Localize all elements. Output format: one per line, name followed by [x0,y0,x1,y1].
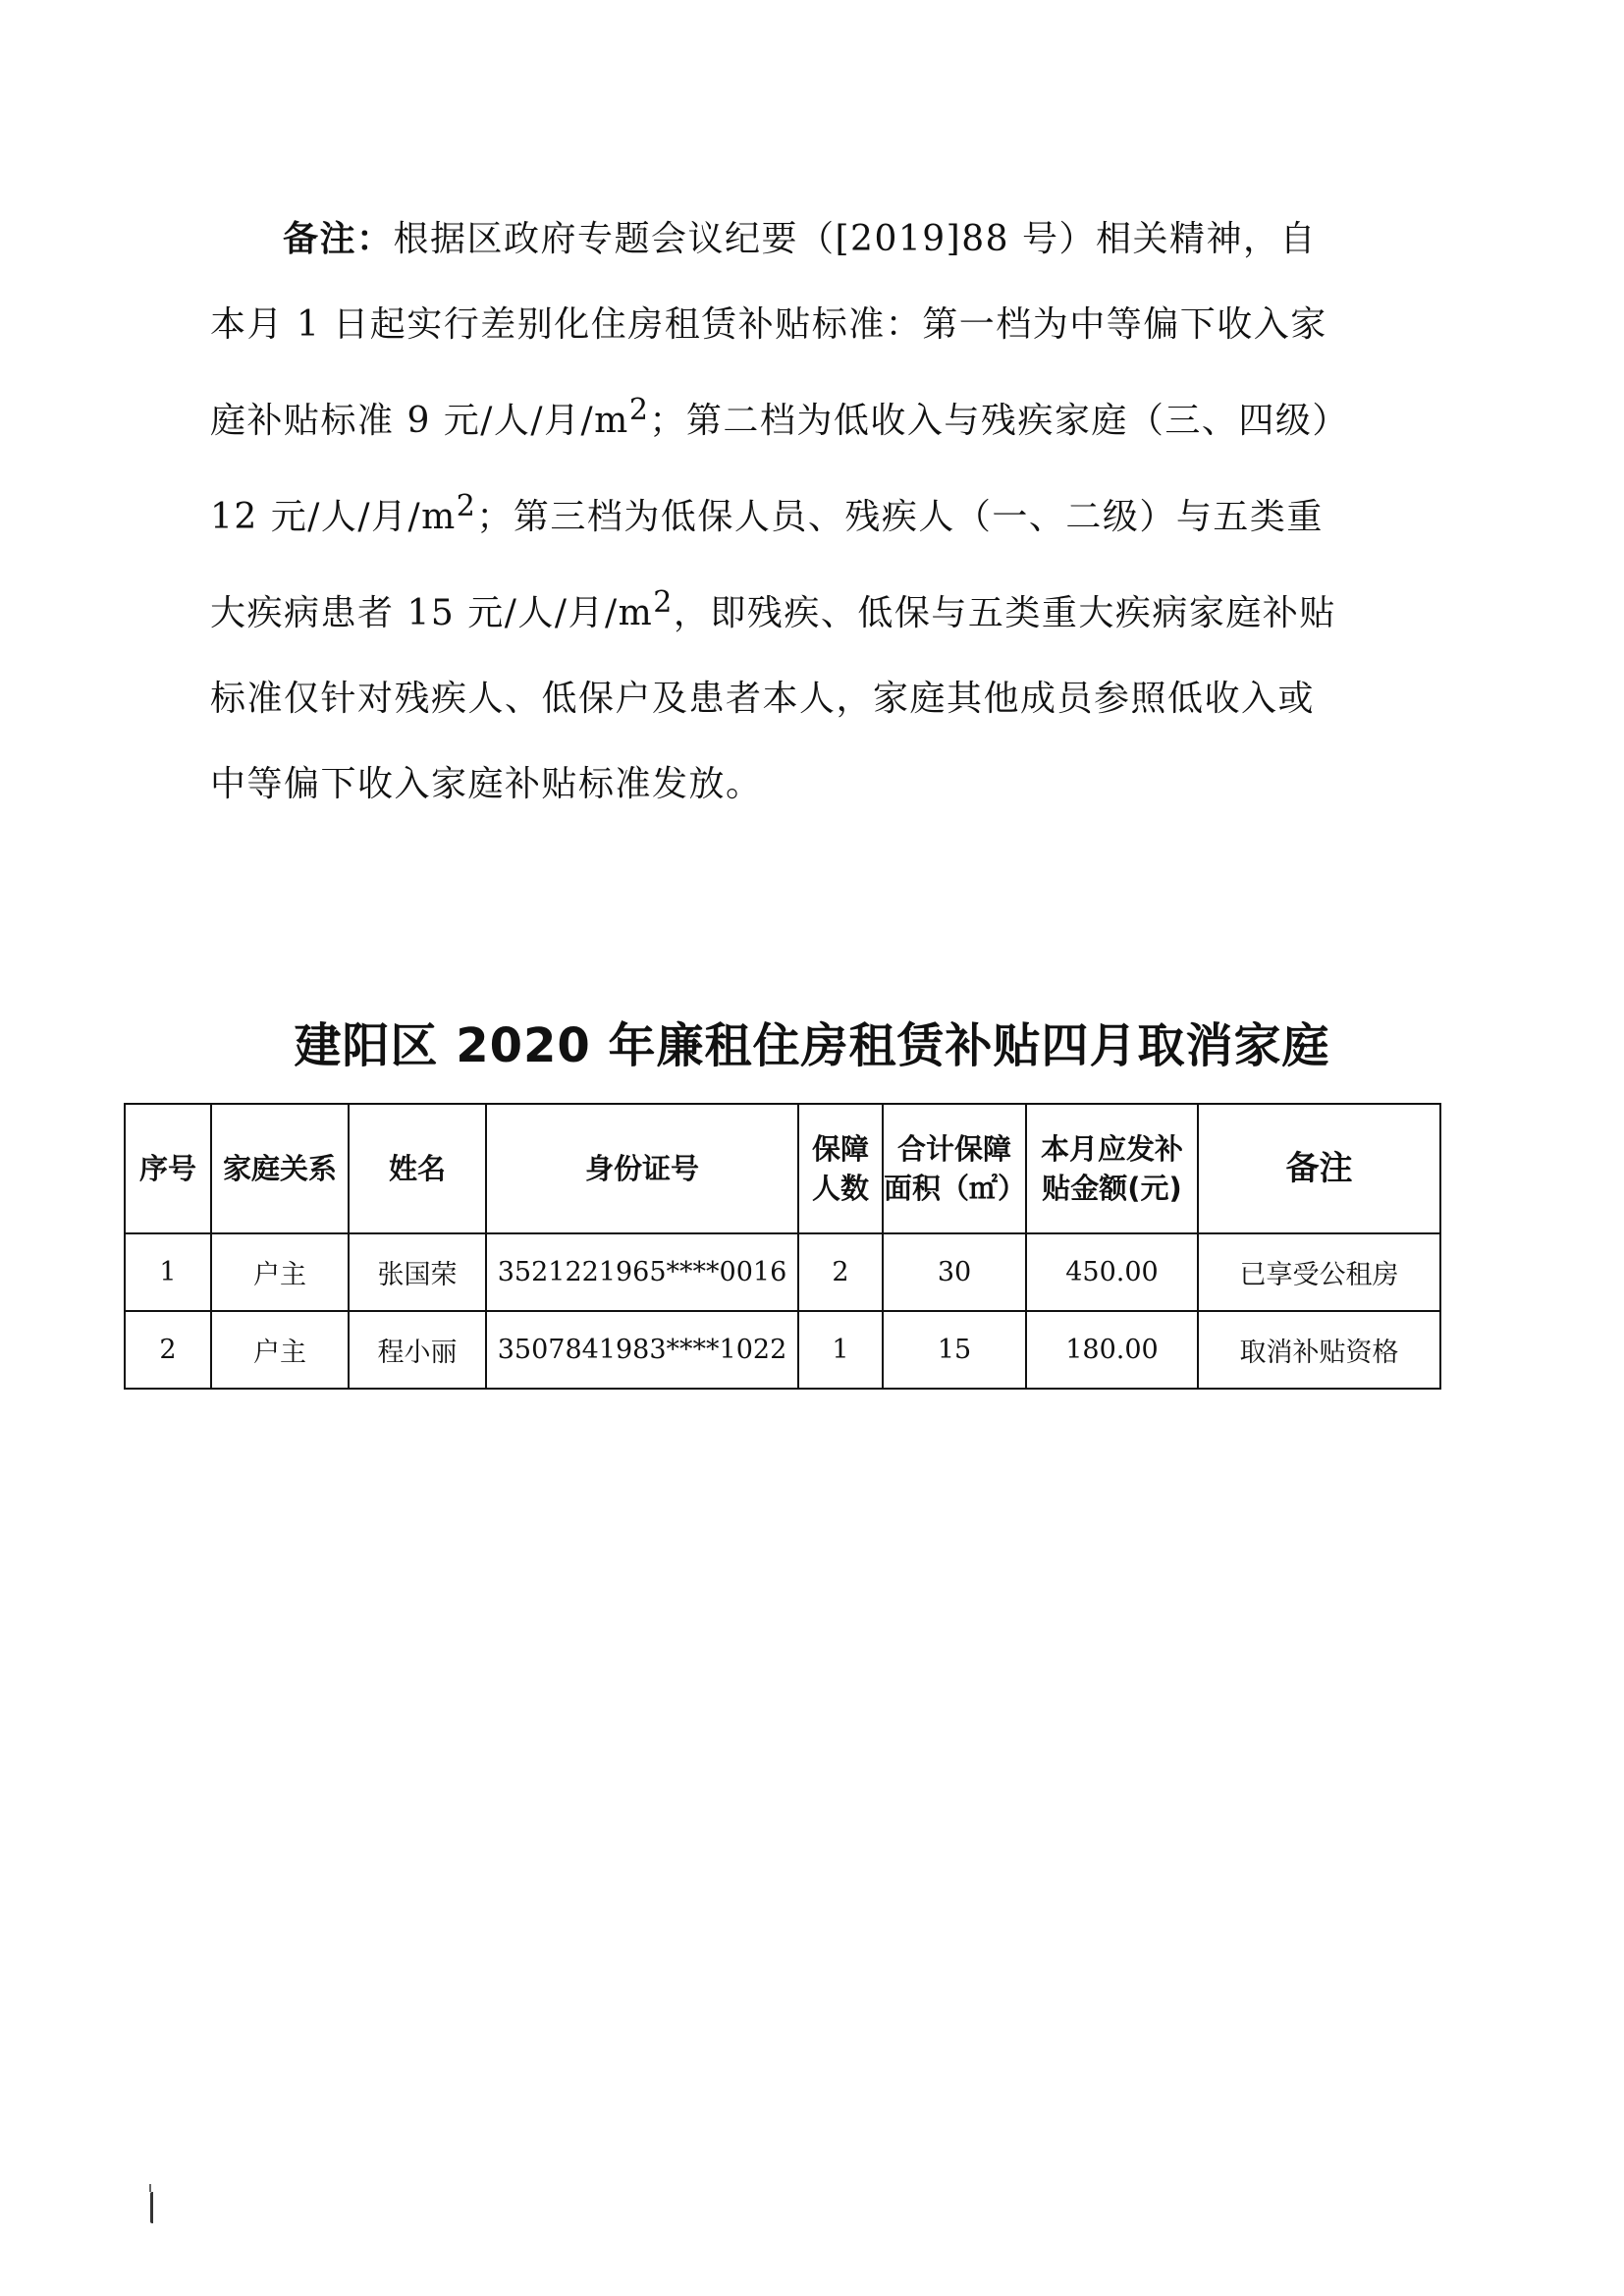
table-row [125,1233,1440,1311]
cell-area: 30 [883,1233,1026,1311]
cell-area: 15 [883,1311,1026,1389]
header-area-line2: 面积（㎡） [884,1172,1027,1205]
scan-staple-mark [150,2192,158,2223]
cell-persons: 1 [798,1311,883,1389]
cell-remark: 取消补贴资格 [1198,1311,1440,1389]
table-row [125,1311,1440,1389]
header-id: 身份证号 [486,1104,798,1233]
note-text-4: ，即残疾、低保与五类重大疾病家庭补贴标准仅针对残疾人、低保户及患者本人，家庭其他成员参照低收入或中等偏下收入家庭补贴标准发放。 [210,593,1336,804]
cell-relation: 户主 [211,1311,349,1389]
cell-no: 2 [125,1311,211,1389]
header-amount [1026,1104,1198,1233]
cell-remark: 已享受公租房 [1198,1233,1440,1311]
cell-id: 3507841983****1022 [486,1311,798,1389]
header-no: 序号 [125,1104,211,1233]
cancelled-families-table [124,1103,1441,1390]
cell-name: 程小丽 [349,1311,486,1389]
cell-name: 张国荣 [349,1233,486,1311]
note-text-3: ；第三档为低保人员、残疾人（一、二级）与五类重大疾病患者 15 元/人/月/m [210,497,1324,633]
header-amount-line2: 贴金额(元) [1042,1172,1182,1205]
cell-amount: 180.00 [1026,1311,1198,1389]
header-area-line1: 合计保障 [896,1132,1011,1166]
note-superscript-1: 2 [628,393,650,427]
header-name: 姓名 [349,1104,486,1233]
header-area [883,1104,1026,1233]
note-superscript-2: 2 [456,489,477,523]
header-persons-line2: 人数 [811,1172,869,1205]
header-persons-line1: 保障 [811,1132,869,1166]
header-relation: 家庭关系 [211,1104,349,1233]
page-title: 建阳区 2020 年廉租住房租赁补贴四月取消家庭 [294,1018,1330,1073]
note-lead: 备注： [283,218,394,259]
note-superscript-3: 2 [653,585,674,620]
cell-persons: 2 [798,1233,883,1311]
cell-relation: 户主 [211,1233,349,1311]
table-header-row [125,1104,1440,1233]
header-persons [798,1104,883,1233]
cell-no: 1 [125,1233,211,1311]
note-text-1: 根据区政府专题会议纪要（[2019]88 号）相关精神，自本月 1 日起实行差别化住房租赁补贴标准：第一档为中等偏下收入家庭补贴标准 9 元/人/月/m [210,219,1327,441]
note-paragraph [210,196,1339,827]
note-text-2: ；第二档为低收入与残疾家庭（三、四级）12 元/人/月/m [210,401,1331,537]
header-remark: 备注 [1198,1104,1440,1233]
header-amount-line1: 本月应发补 [1040,1132,1183,1166]
cell-amount: 450.00 [1026,1233,1198,1311]
cell-id: 3521221965****0016 [486,1233,798,1311]
